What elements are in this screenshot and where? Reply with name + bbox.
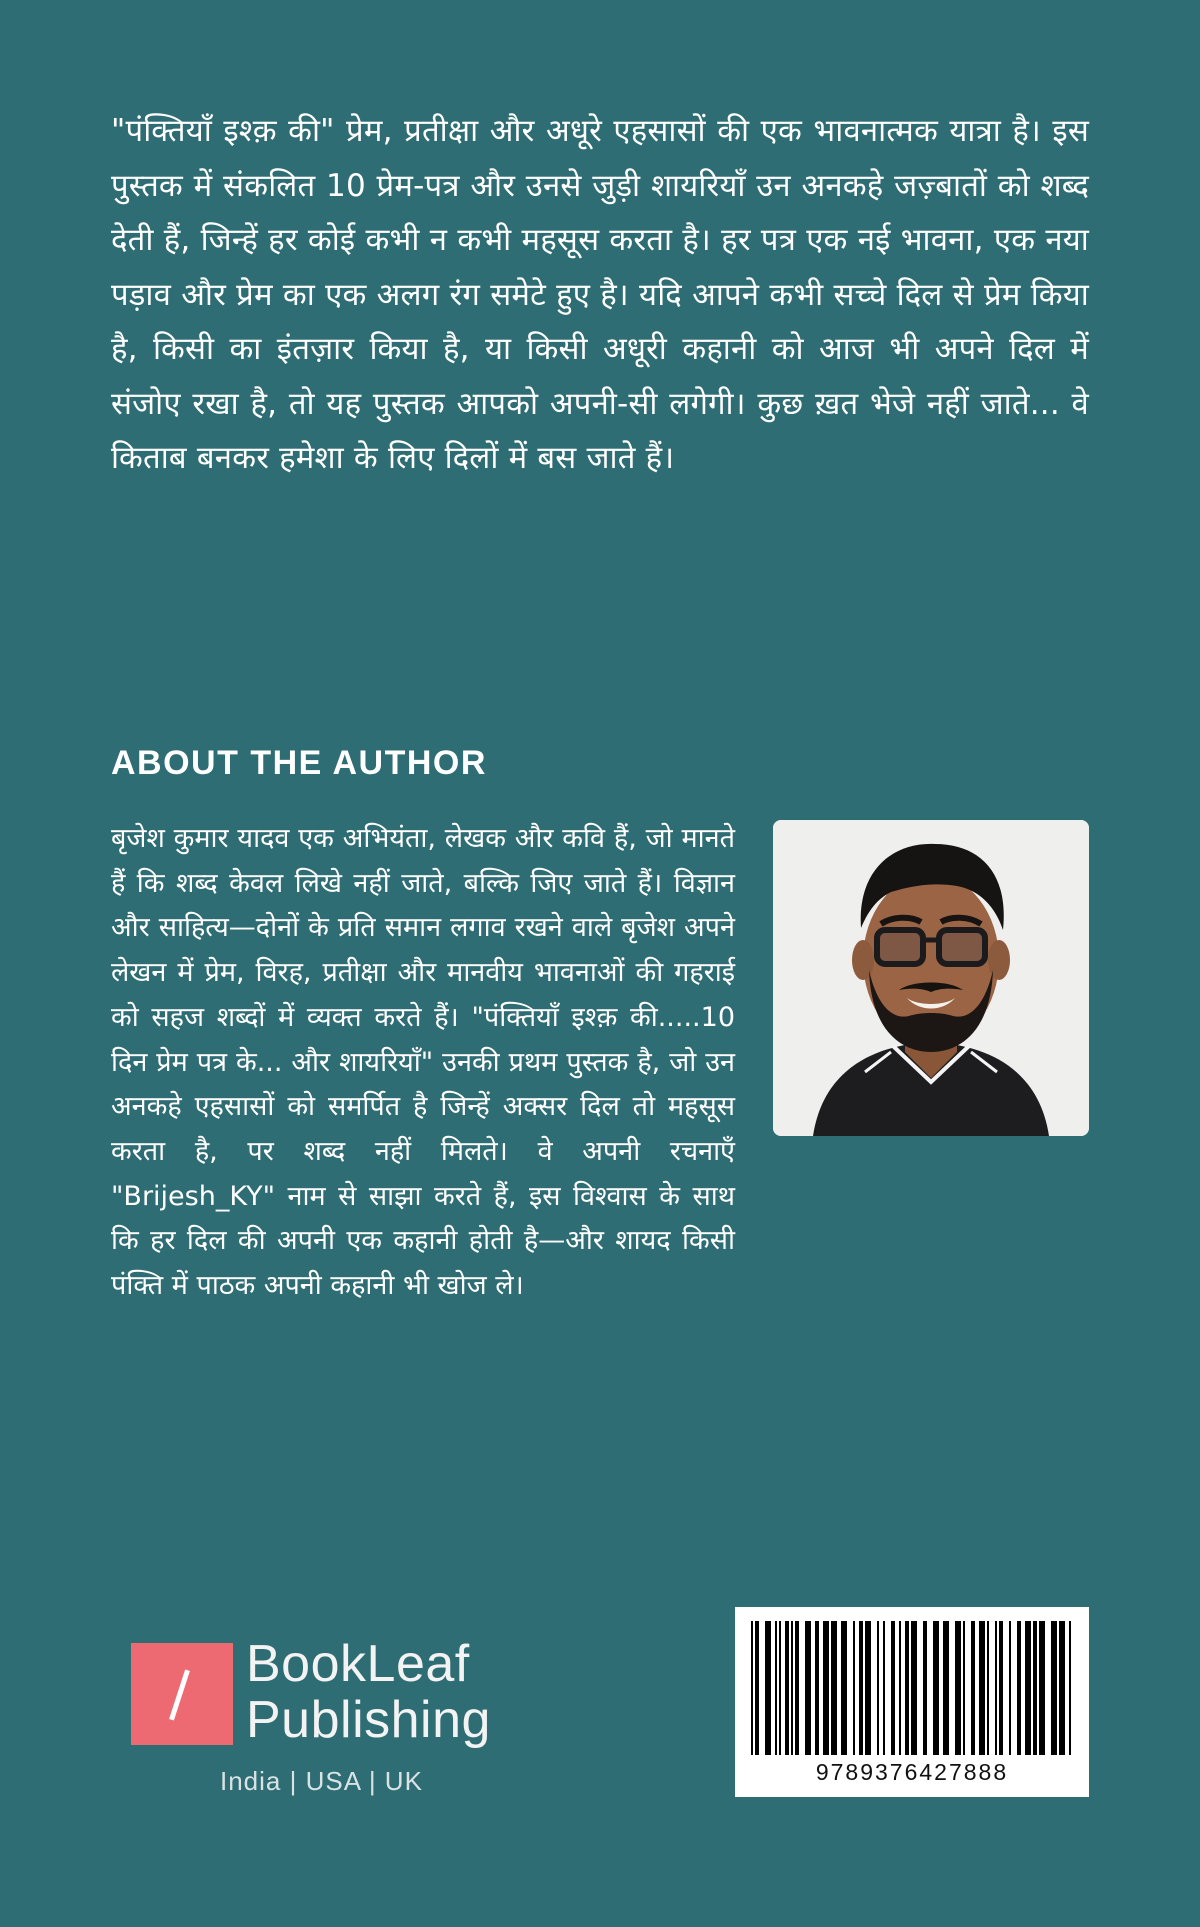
barcode-bars [749, 1621, 1075, 1755]
barcode-bar [1033, 1621, 1037, 1755]
barcode-bar [1009, 1621, 1011, 1755]
barcode-bar [999, 1621, 1003, 1755]
barcode-bar [891, 1621, 895, 1755]
barcode-bar [883, 1621, 885, 1755]
isbn-number: 9789376427888 [815, 1759, 1009, 1785]
barcode-bar [971, 1621, 975, 1755]
barcode-bar [765, 1621, 771, 1755]
barcode-bar [943, 1621, 949, 1755]
barcode-bar [755, 1621, 759, 1755]
barcode-bar [1051, 1621, 1057, 1755]
publisher-regions: India | USA | UK [220, 1766, 423, 1796]
barcode-bar [831, 1621, 837, 1755]
barcode-bar [823, 1621, 829, 1755]
publisher-name [246, 1636, 491, 1748]
barcode-bar [987, 1621, 989, 1755]
author-photo [773, 820, 1089, 1136]
bookleaf-logo-icon [131, 1643, 233, 1745]
barcode-bar [775, 1621, 777, 1755]
barcode-bar [1069, 1621, 1071, 1755]
barcode-bar [923, 1621, 927, 1755]
barcode-bar [853, 1621, 855, 1755]
barcode-bar [791, 1621, 793, 1755]
publisher-logo [131, 1635, 511, 1780]
barcode-bar [815, 1621, 819, 1755]
barcode-bar [779, 1621, 781, 1755]
barcode-bar [1025, 1621, 1031, 1755]
barcode-bar [1017, 1621, 1021, 1755]
barcode-bar [995, 1621, 997, 1755]
barcode-bar [899, 1621, 901, 1755]
barcode-bar [805, 1621, 811, 1755]
barcode-bar [841, 1621, 847, 1755]
publisher-name-line2: Publishing [246, 1691, 491, 1749]
barcode-bar [751, 1621, 753, 1755]
about-author-heading: ABOUT THE AUTHOR [111, 744, 487, 782]
barcode-bar [795, 1621, 799, 1755]
barcode-bar [865, 1621, 871, 1755]
author-bio: बृजेश कुमार यादव एक अभियंता, लेखक और कवि हैं, जो मानते हैं कि शब्द केवल लिखे नहीं जाते, बल्कि जिए जाते हैं। विज्ञान और साहित्य—दोनों के प्रति समान लगाव रखने वाले बृजेश अपने लेखन में प्रेम, विरह, प्रतीक्षा और मानवीय भावनाओं की गहराई को सहज शब्दों में व्यक्त करते हैं। "पंक्तियाँ इश्क़ की.....10 दिन प्रेम पत्र के... और शायरियाँ" उनकी प्रथम पुस्तक है, जो उन अनकहे एहसासों को समर्पित है जिन्हें अक्सर दिल तो महसूस करता है, पर शब्द नहीं मिलते। वे अपनी रचनाएँ "Brijesh_KY" नाम से साझा करते हैं, इस विश्वास के साथ कि हर दिल की अपनी एक कहानी होती है—और शायद किसी पंक्ति में पाठक अपनी कहानी भी खोज ले। [111, 823, 735, 1302]
isbn-barcode [735, 1607, 1089, 1797]
barcode-bar [979, 1621, 985, 1755]
barcode-bar [933, 1621, 939, 1755]
barcode-bar [877, 1621, 879, 1755]
publisher-name-line1: BookLeaf [246, 1635, 470, 1693]
barcode-bar [785, 1621, 789, 1755]
barcode-bar [963, 1621, 965, 1755]
book-description: "पंक्तियाँ इश्क़ की" प्रेम, प्रतीक्षा और अधूरे एहसासों की एक भावनात्मक यात्रा है। इस पुस्तक में संकलित 10 प्रेम-पत्र और उनसे जुड़ी शायरियाँ उन अनकहे जज़्बातों को शब्द देती हैं, जिन्हें हर कोई कभी न कभी महसूस करता है। हर पत्र एक नई भावना, एक नया पड़ाव और प्रेम का एक अलग रंग समेटे हुए है। यदि आपने कभी सच्चे दिल से प्रेम किया है, किसी का इंतज़ार किया है, या किसी अधूरी कहानी को आज भी अपने दिल में संजोए रखा है, तो यह पुस्तक आपको अपनी-सी लगेगी। कुछ ख़त भेजे नहीं जाते... वे किताब बनकर हमेशा के लिए दिलों में बस जाते हैं। [111, 113, 1089, 476]
barcode-bar [859, 1621, 863, 1755]
barcode-bar [905, 1621, 909, 1755]
barcode-bar [955, 1621, 961, 1755]
barcode-bar [1059, 1621, 1065, 1755]
barcode-bar [1039, 1621, 1045, 1755]
barcode-bar [911, 1621, 917, 1755]
